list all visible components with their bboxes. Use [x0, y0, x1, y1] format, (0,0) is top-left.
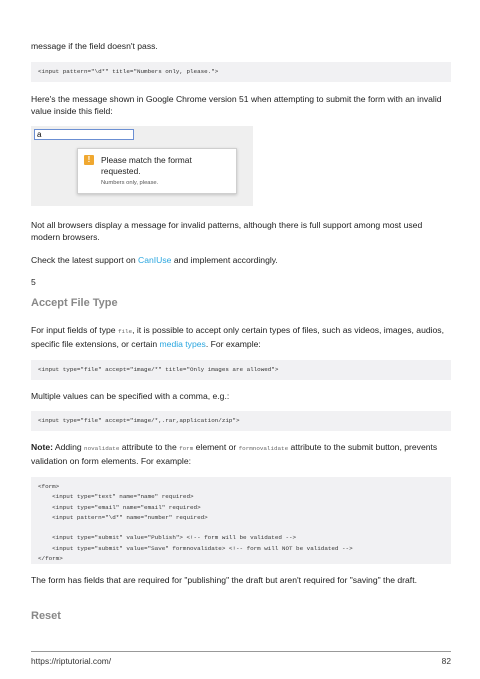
code-block-form: <form> <input type="text" name="name" required> <input type="email" name="email" required> <input pattern="\d*" name="number" required> <input type="submit" value="Publish"> <!-- form will be validated --> <input type="submit" value="Save" formnovalidate> <!-- form will NOT be validated --> </form>	[31, 477, 451, 564]
inline-code-formnovalidate: formnovalidate	[238, 445, 289, 452]
browsers-text: Not all browsers display a message for invalid patterns, although there is full support among most used modern browsers.	[31, 220, 423, 242]
bubble-title: Please match the format requested.	[101, 155, 192, 176]
reset-heading: Reset	[31, 610, 61, 622]
code-block-accept-multiple: <input type="file" accept="image/*,.rar,application/zip">	[31, 411, 451, 431]
intro-text: message if the field doesn't pass.	[31, 41, 158, 51]
inline-code-novalidate: novalidate	[84, 445, 120, 452]
bubble-subtitle: Numbers only, please.	[101, 180, 159, 186]
page-number: 82	[441, 656, 451, 666]
code-block-accept-image: <input type="file" accept="image/*" title="Only images are allowed">	[31, 360, 451, 380]
chrome-text: Here's the message shown in Google Chrome version 51 when attempting to submit the form with an invalid value inside this field:	[31, 94, 442, 116]
validation-bubble	[77, 148, 237, 194]
warning-icon: !	[84, 155, 94, 165]
section-number: 5	[31, 277, 36, 287]
publish-text: The form has fields that are required for "publishing" the draft but aren't required for "saving" the draft.	[31, 575, 417, 585]
invalid-input-field: a	[34, 129, 134, 140]
note-label: Note:	[31, 442, 53, 452]
multiple-values-text: Multiple values can be specified with a comma, e.g.:	[31, 391, 230, 401]
accept-file-type-heading: Accept File Type	[31, 297, 118, 309]
accept-text: For input fields of type file, it is possible to accept only certain types of files, such as videos, images, audios, specific file extensions, or certain media types. For example:	[31, 325, 444, 349]
code-block-pattern: <input pattern="\d*" title="Numbers only, please.">	[31, 62, 451, 82]
inline-code-form: form	[179, 445, 194, 452]
media-types-link[interactable]: media types	[159, 339, 206, 349]
support-text: Check the latest support on CanIUse and implement accordingly.	[31, 255, 278, 265]
caniuse-link[interactable]: CanIUse	[138, 255, 172, 265]
footer-divider	[31, 651, 451, 652]
footer-url: https://riptutorial.com/	[31, 656, 112, 666]
note-text: Note: Adding novalidate attribute to the form element or formnovalidate attribute to the submit button, prevents validation on form elements. For example:	[31, 442, 438, 466]
validation-screenshot	[31, 126, 253, 206]
inline-code-file: file	[117, 328, 133, 335]
